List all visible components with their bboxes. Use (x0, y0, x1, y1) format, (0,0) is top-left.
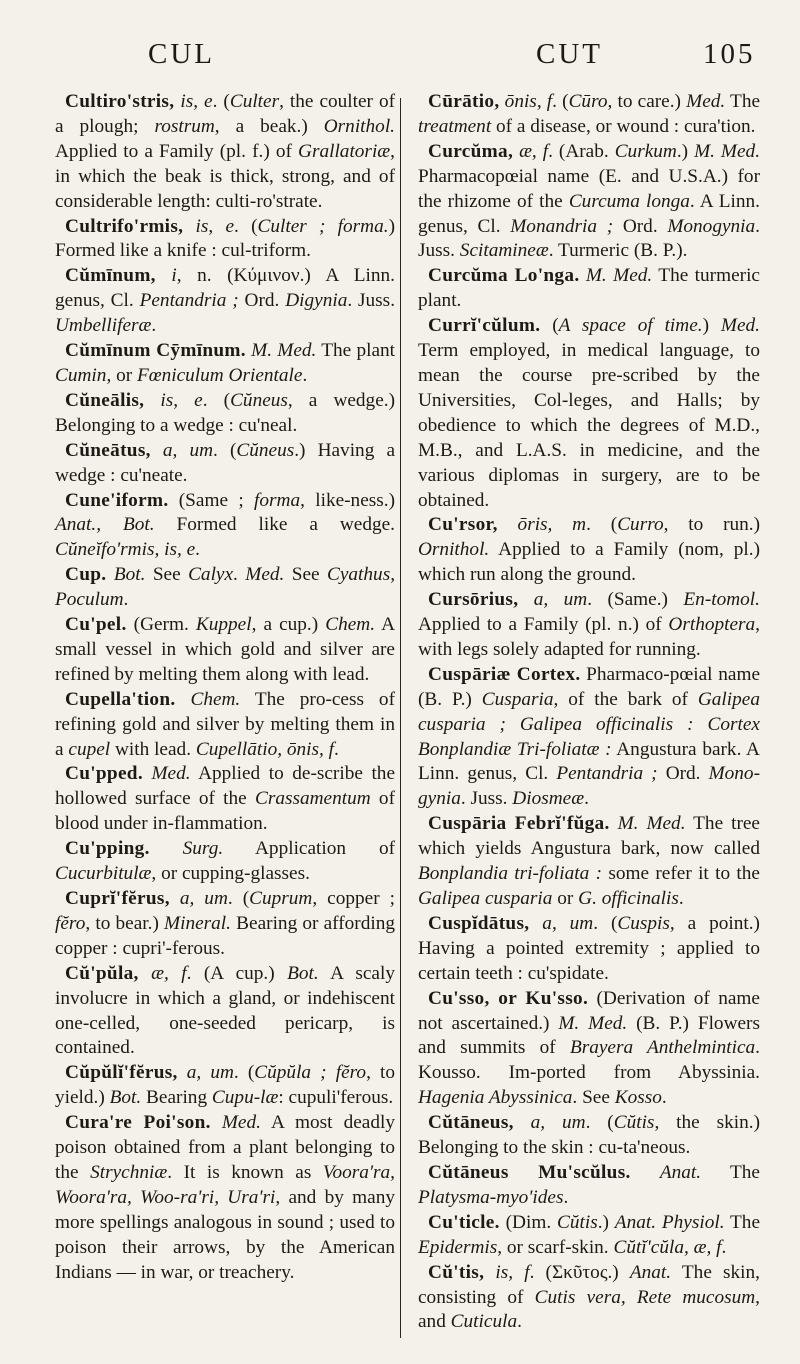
dictionary-entry (418, 663, 760, 812)
entry-text: . ( (233, 1062, 255, 1084)
dictionary-entry (55, 1061, 395, 1111)
dictionary-entry (55, 837, 395, 887)
entry-text: A scaly involucre in which a gland, or indehiscent one-celled, one-seeded pericarp, is contained. (55, 962, 395, 1059)
entry-text: (Same ; (168, 489, 255, 511)
entry-text: , of the bark of (553, 688, 698, 710)
italic-text: æ, f (151, 962, 187, 984)
entry-headword: Cu'pped. (65, 763, 143, 785)
italic-text: Med. (686, 91, 726, 112)
entry-headword: Curcŭma, (428, 140, 514, 162)
entry-text: , (193, 91, 205, 112)
entry-headword: Cŭtāneus, (428, 1112, 514, 1134)
italic-text: Voora'ra, Woora'ra, Woo-ra'ri, Ura'ri (55, 1161, 395, 1208)
entry-headword: Cura're Poi'son. (65, 1112, 211, 1134)
entry-text (170, 888, 180, 909)
entry-text: . (563, 1186, 569, 1208)
entry-text (178, 1062, 187, 1083)
entry-text: . It is known as (167, 1161, 323, 1183)
italic-text: En-tomol. (683, 589, 760, 611)
italic-text: e (225, 215, 235, 237)
dictionary-entry (418, 588, 760, 663)
italic-text: cupel (68, 738, 111, 760)
entry-text: (Derivation of name not ascertained.) (418, 987, 760, 1034)
dictionary-entry (55, 563, 395, 613)
entry-text: . Juss. (460, 788, 513, 810)
left-column (55, 90, 395, 1286)
entry-text (484, 1262, 495, 1283)
entry-headword: Cuprĭ'fĕrus, (65, 888, 170, 909)
entry-headword: Cursōrius, (428, 589, 519, 611)
entry-text: Term employed, in medical language, to mean the course pre-scribed by the Universities, Col-leges, and Halls; by obedience to which the degrees of M.D., M.B., and L.A.S. in medicine, and the various diplomas in surgery, are to be obtained. (418, 340, 760, 511)
dictionary-entry (55, 688, 395, 763)
entry-text: : cupuli'ferous. (278, 1087, 394, 1109)
italic-text: Monandria ; (510, 215, 614, 237)
italic-text: Hagenia Abyssinica (418, 1087, 573, 1109)
italic-text: Curcuma longa (568, 190, 690, 212)
italic-text: M. Med. (585, 265, 653, 287)
dictionary-entry (418, 1161, 760, 1211)
entry-text: , copper ; (312, 888, 395, 909)
entry-text (514, 1112, 531, 1133)
dictionary-entry (418, 314, 760, 513)
entry-text: . (195, 539, 200, 561)
dictionary-entry (55, 439, 395, 489)
italic-text: Cūro (568, 91, 608, 112)
entry-text: . Kousso. Im-ported from Abyssinia. (418, 1037, 760, 1084)
italic-text: Epidermis (418, 1236, 498, 1258)
entry-headword: Cŭneālis, (65, 389, 145, 411)
entry-text: Applied to a Family (pl. f.) of (55, 140, 299, 162)
italic-text: Curkum (614, 140, 677, 162)
entry-text: . ( (585, 1112, 614, 1134)
entry-text: Applied to de-scribe the hollowed surface of the (55, 763, 396, 810)
italic-text: fĕro (55, 912, 86, 934)
dictionary-entry (55, 887, 395, 962)
entry-text: The (724, 1211, 760, 1233)
entry-text (106, 564, 113, 585)
entry-text: Ord. (657, 763, 709, 785)
entry-text: . A Linn. genus, Cl. (418, 190, 760, 237)
entry-text: with lead. (110, 738, 196, 760)
entry-headword: Cŭtāneus Mu'scŭlus. (428, 1161, 631, 1183)
italic-text: e (194, 389, 203, 411)
entry-headword: Cune'iform. (65, 489, 169, 511)
italic-text: Chem. (325, 614, 376, 636)
entry-text: . ( (586, 514, 618, 536)
entry-headword: Cŭmīnum Cȳmīnum. (65, 340, 246, 362)
entry-headword: Cultrifo'rmis, (65, 215, 184, 237)
entry-text: .) (676, 140, 695, 162)
italic-text: Med. (221, 1112, 261, 1134)
entry-text: The (701, 1161, 760, 1183)
dictionary-entry (55, 962, 395, 1062)
dictionary-entry (55, 389, 395, 439)
entry-text: , the coulter of a plough; (55, 91, 396, 137)
italic-text: i (171, 265, 177, 287)
entry-text (211, 1112, 222, 1133)
italic-text: Bot. (287, 962, 319, 984)
entry-text (143, 763, 152, 784)
italic-text: Curro (617, 514, 664, 536)
italic-text: Umbelliferæ (55, 315, 152, 337)
entry-text (631, 1162, 660, 1183)
italic-text: Monogynia (667, 215, 756, 237)
italic-text: a, um (162, 439, 214, 461)
italic-text: Bot. (109, 1087, 142, 1109)
dictionary-entry (55, 90, 395, 215)
entry-headword: Cu'sso, or Ku'sso. (428, 987, 589, 1009)
italic-text: Scitamineæ (459, 240, 549, 262)
italic-text: Cŭtis (613, 1112, 655, 1134)
entry-text: , to bear.) (85, 912, 165, 934)
entry-text: The turmeric plant. (418, 265, 760, 312)
entry-text: . (334, 738, 339, 760)
italic-text: A space of time. (558, 315, 703, 337)
italic-text: Cuspis (617, 912, 670, 934)
dictionary-entry (418, 1111, 760, 1161)
entry-text: Applied to a Family (nom, pl.) which run along the ground. (418, 539, 760, 586)
italic-text: M. Med. (558, 1012, 628, 1034)
italic-text: Cucurbitulæ (55, 863, 152, 885)
entry-text: . ( (212, 91, 230, 112)
entry-headword: Curcŭma Lo'nga. (428, 265, 580, 287)
italic-text: Kuppel (195, 614, 252, 636)
entry-headword: Cŭpŭlĭ'fĕrus, (65, 1062, 178, 1084)
running-header (0, 38, 800, 88)
entry-headword: Cuspāria Febrĭ'fŭga. (428, 813, 610, 835)
italic-text: Bot. (113, 564, 146, 586)
italic-text: Cupu-læ (211, 1087, 279, 1109)
entry-text: . ( (213, 439, 237, 461)
entry-text: . (661, 1087, 667, 1109)
entry-text: Ord. (613, 215, 668, 237)
italic-text: Ornithol. (323, 115, 395, 137)
entry-text: Angustura bark. A Linn. genus, Cl. (418, 738, 760, 785)
dictionary-entry (418, 264, 760, 314)
entry-headword: Cupella'tion. (65, 688, 176, 710)
italic-text: is (180, 91, 194, 112)
italic-text: Anat. (629, 1261, 672, 1283)
italic-text: Cŭpŭla ; fĕro (254, 1062, 367, 1084)
entry-headword: Cu'pping. (65, 838, 150, 860)
entry-text: , the skin.) Belonging to the skin : cu-ta'neous. (418, 1112, 760, 1159)
italic-text: Chem. (190, 688, 241, 710)
entry-headword: Cŭ'tis, (428, 1261, 485, 1283)
italic-text: Crassamentum (254, 788, 371, 810)
entry-text (156, 265, 172, 286)
dictionary-entry (55, 613, 395, 688)
entry-text: , (173, 389, 195, 411)
entry-text: . ( (593, 912, 618, 934)
entry-text: , a point.) Having a pointed extremity ; applied to certain teeth : cu'spidate. (418, 912, 760, 984)
italic-text: Cupellātio, ōnis, f (195, 738, 335, 760)
dictionary-entry (55, 762, 395, 837)
entry-text: . (123, 589, 129, 611)
entry-text: The skin, consisting of (418, 1261, 760, 1308)
italic-text: Galipea cusparia (418, 888, 553, 909)
entry-text: . (584, 788, 589, 810)
italic-text: Kosso (614, 1087, 662, 1109)
entry-text (151, 440, 163, 461)
entry-text: , like-ness.) (300, 489, 396, 511)
entry-headword: Cup. (65, 564, 107, 586)
entry-text: or (552, 888, 579, 909)
entry-text: , in which the beak is thick, strong, and of considerable length: culti-ro'strate. (55, 140, 395, 212)
entry-text: Applied to a Family (pl. n.) of (418, 614, 669, 636)
column-divider (400, 98, 401, 1338)
italic-text: Digynia (285, 290, 348, 312)
entry-text: Formed like a wedge. (154, 514, 395, 536)
entry-text: Bearing or affording copper : cupri'-ferous. (55, 912, 396, 959)
entry-text: . (721, 1236, 727, 1258)
entry-text: A small vessel in which gold and silver are refined by melting them along with lead. (55, 614, 395, 685)
entry-text: Ord. (238, 290, 286, 312)
entry-text: . (517, 1311, 522, 1333)
italic-text: Cŭtis (556, 1211, 598, 1233)
italic-text: Mono-gynia (418, 763, 760, 810)
entry-headword: Cūrātio, (428, 91, 500, 112)
entry-text: ) Formed like a knife : cul-triform. (55, 215, 395, 262)
entry-text: . ( (552, 91, 569, 112)
entry-text: . (302, 364, 308, 386)
entry-text (176, 689, 191, 710)
entry-text: , and by many more spellings analogous in sound ; used to poison their arrows, by the American Indians — in war, or treachery. (55, 1186, 395, 1283)
entry-text: . (Arab. (548, 140, 615, 162)
page-number: 105 (703, 38, 756, 70)
entry-text (529, 913, 542, 934)
entry-text: (B. P.) Flowers and summits of (418, 1012, 760, 1059)
entry-text: . See (572, 1087, 615, 1109)
italic-text: Grallatoriæ (298, 140, 391, 162)
entry-text: .) (597, 1211, 615, 1233)
dictionary-entry (418, 140, 760, 265)
italic-text: Culter (229, 91, 280, 112)
entry-text: , n. (Κύμινον.) A Linn. genus, Cl. (55, 265, 395, 312)
entry-text: . (151, 315, 157, 337)
dictionary-entry (418, 912, 760, 987)
entry-text: A most deadly poison obtained from a plant belonging to the (55, 1112, 395, 1183)
italic-text: Fœniculum Orientale (136, 364, 303, 386)
entry-text: Application of (223, 838, 396, 860)
italic-text: Platysma-myo'ides (418, 1186, 564, 1208)
entry-text: Pharmaco-pœial name (B. P.) (418, 663, 761, 710)
italic-text: Med. (720, 315, 760, 337)
italic-text: Cumin (55, 364, 107, 386)
entry-text: , and (418, 1286, 760, 1333)
italic-text: ōris, m (517, 514, 587, 536)
entry-text: , to run.) (663, 514, 761, 536)
entry-headword: Currĭ'cŭlum. (428, 315, 541, 337)
italic-text: Anat. (659, 1161, 702, 1183)
entry-text: , to care.) (607, 91, 687, 112)
entry-text (150, 838, 183, 859)
header-left-guide-word: CUL (148, 38, 215, 70)
italic-text: Cuticula (450, 1311, 518, 1333)
dictionary-entry (418, 513, 760, 588)
italic-text: forma (254, 489, 301, 511)
italic-text: is (160, 389, 174, 411)
italic-text: a, um (530, 1112, 586, 1134)
dictionary-entry (55, 264, 395, 339)
italic-text: Mineral. (164, 912, 231, 934)
entry-text: The pro-cess of refining gold and silver by melting them in a (55, 688, 395, 760)
italic-text: Diosmeæ (512, 788, 585, 810)
italic-text: Cŭneĭfo'rmis, is, e (55, 539, 196, 561)
italic-text: Cŭneus (236, 439, 295, 461)
right-column (418, 90, 760, 1335)
italic-text: G. officinalis (578, 888, 679, 909)
dictionary-entry (418, 1261, 760, 1336)
italic-text: Galipea cusparia ; Galipea officinalis : Cortex Bonplandiæ Tri-foliatæ : (418, 688, 760, 760)
italic-text: Cusparia (481, 688, 554, 710)
entry-headword: Cu'rsor, (428, 514, 498, 536)
italic-text: Cŭtĭ'cŭla, æ, f (613, 1236, 722, 1258)
italic-text: Surg. (182, 838, 224, 860)
entry-text: of blood under in-flammation. (55, 788, 395, 835)
entry-text: . (Σκῦτος.) (529, 1261, 630, 1283)
entry-headword: Cŭneātus, (65, 439, 151, 461)
entry-text: See (284, 564, 327, 586)
entry-text: . (233, 564, 246, 586)
entry-text (518, 589, 533, 610)
entry-text: . ( (227, 888, 250, 909)
entry-text: ) (702, 315, 721, 337)
italic-text: Cuprum (249, 888, 313, 909)
entry-headword: Cuspĭdātus, (428, 912, 530, 934)
italic-text: Pentandria ; (139, 290, 239, 312)
dictionary-entry (55, 489, 395, 564)
entry-text: The tree which yields Angustura bark, now called (418, 813, 760, 860)
entry-text: ( (540, 315, 559, 337)
entry-text: of a disease, or wound : cura'tion. (491, 115, 756, 137)
entry-text: Pharmacopœial name (E. and U.S.A.) for the rhizome of the (418, 165, 760, 212)
italic-text: Orthoptera (668, 614, 756, 636)
entry-text: , a beak.) (214, 115, 324, 137)
italic-text: Cŭneus (230, 389, 288, 411)
entry-text: The plant (316, 340, 395, 362)
italic-text: Med. (245, 564, 285, 586)
italic-text: M. Med. (617, 813, 686, 835)
entry-text: . Juss. (347, 290, 396, 312)
entry-text: The (725, 91, 761, 112)
entry-text (183, 216, 195, 237)
dictionary-entry (418, 987, 760, 1112)
italic-text: Cyathus, Poculum (55, 564, 396, 611)
entry-text: . ( (234, 215, 258, 237)
entry-text: .) Having a wedge : cu'neate. (55, 439, 396, 486)
entry-text: . (Same.) (587, 589, 684, 611)
italic-text: rostrum (154, 115, 215, 137)
italic-text: Brayera Anthelmintica (569, 1037, 756, 1059)
entry-text: . ( (202, 389, 231, 411)
italic-text: M. Med. (251, 340, 317, 362)
italic-text: Anat., Bot. (55, 514, 155, 536)
dictionary-entry (418, 812, 760, 912)
entry-text: , or cupping-glasses. (151, 863, 310, 885)
dictionary-entry (418, 1211, 760, 1261)
entry-text: Bearing (141, 1087, 212, 1109)
entry-headword: Cŭ'pŭla, (65, 962, 139, 984)
italic-text: Cutis vera, Rete mucosum (534, 1286, 756, 1308)
entry-text: , or (106, 364, 137, 386)
italic-text: treatment (418, 115, 492, 137)
entry-text: . (A cup.) (186, 962, 288, 984)
italic-text: Bonplandia tri-foliata : (418, 863, 603, 885)
italic-text: e (204, 91, 213, 112)
entry-headword: Cultiro'stris, (65, 91, 175, 112)
entry-text: . Juss. (418, 215, 760, 262)
entry-headword: Cŭmīnum, (65, 265, 156, 287)
entry-text: , a wedge.) Belonging to a wedge : cu'neal. (55, 389, 396, 436)
italic-text: Ornithol. (418, 539, 490, 561)
entry-text: . (678, 888, 684, 909)
entry-text (498, 514, 518, 535)
italic-text: Pentandria ; (556, 763, 658, 785)
italic-text: a, um (186, 1062, 234, 1084)
entry-text: , with legs solely adapted for running. (418, 614, 760, 660)
italic-text: a, um (542, 912, 594, 934)
entry-text: (Dim. (499, 1211, 557, 1233)
entry-headword: Cu'pel. (65, 614, 127, 636)
italic-text: M. Med. (694, 140, 761, 162)
entry-text: . Turmeric (B. P.). (548, 240, 688, 262)
entry-text: , a cup.) (251, 614, 326, 636)
italic-text: Calyx (188, 564, 234, 586)
italic-text: is, f (495, 1261, 530, 1283)
italic-text: a, um (179, 888, 228, 909)
entry-text: , or scarf-skin. (497, 1236, 614, 1258)
entry-text: See (145, 564, 189, 586)
dictionary-entry (55, 1111, 395, 1285)
italic-text: Med. (151, 763, 191, 785)
entry-text: (Germ. (126, 614, 196, 636)
italic-text: Strychniæ (90, 1161, 168, 1183)
entry-text (144, 390, 160, 411)
entry-text: , to yield.) (55, 1062, 395, 1109)
italic-text: is (195, 215, 209, 237)
entry-text: some refer it to the (602, 863, 760, 885)
entry-text (610, 813, 618, 834)
entry-headword: Cu'ticle. (428, 1211, 500, 1233)
italic-text: a, um (533, 589, 588, 611)
header-right-guide-word: CUT (536, 38, 603, 70)
italic-text: Culter ; forma. (257, 215, 389, 237)
dictionary-entry (55, 339, 395, 389)
italic-text: Anat. Physiol. (614, 1211, 725, 1233)
italic-text: æ, f (519, 140, 549, 162)
dictionary-entry (418, 90, 760, 140)
italic-text: ōnis, f (504, 91, 553, 112)
dictionary-entry (55, 215, 395, 265)
entry-text (139, 963, 151, 984)
entry-text: , (208, 215, 226, 237)
entry-headword: Cuspāriæ Cortex. (428, 663, 581, 685)
